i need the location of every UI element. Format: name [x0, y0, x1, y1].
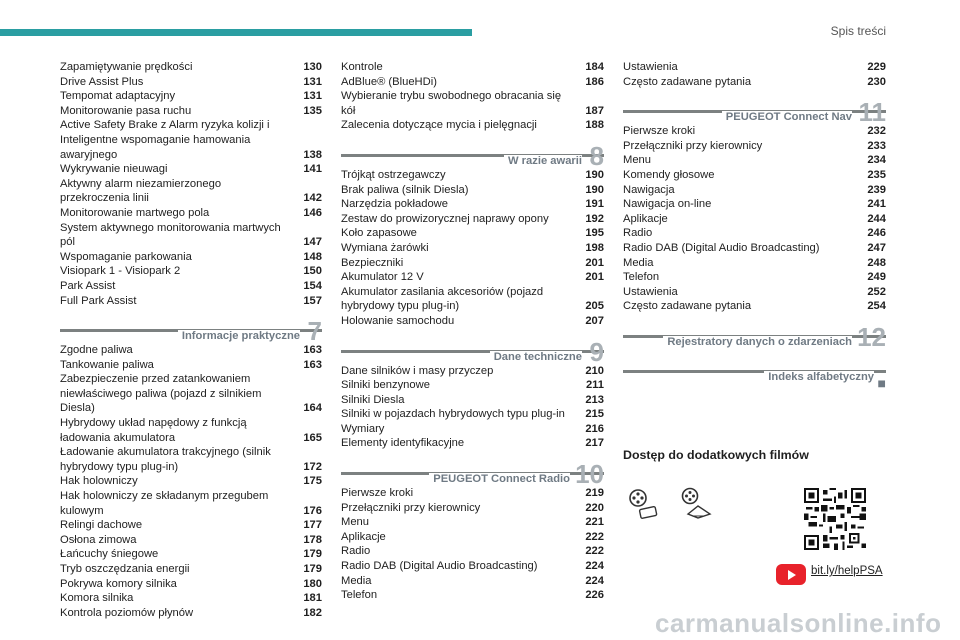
toc-entry[interactable] [341, 212, 604, 227]
toc-entry[interactable] [60, 591, 322, 606]
help-link[interactable]: bit.ly/helpPSA [811, 565, 883, 577]
toc-entry-title: Zestaw do prowizorycznej naprawy opony [341, 212, 549, 225]
toc-entry-title: Pierwsze kroki [341, 487, 414, 500]
toc-entry[interactable] [60, 206, 322, 221]
toc-entry-title: Elementy identyfikacyjne [341, 437, 465, 450]
toc-entry[interactable] [60, 60, 322, 75]
toc-entry-title: Ustawienia [623, 285, 678, 298]
section-title: PEUGEOT Connect Nav [722, 111, 852, 123]
section-title: PEUGEOT Connect Radio [429, 473, 570, 485]
section-title: Rejestratory danych o zdarzeniach [663, 336, 852, 348]
toc-entry-page: 241 [867, 198, 886, 211]
toc-entry-title: Radio DAB (Digital Audio Broadcasting) [341, 560, 538, 573]
toc-entry-title: Visiopark 1 - Visiopark 2 [60, 265, 181, 278]
toc-entry-title: Komendy głosowe [623, 168, 715, 181]
toc-entry-title: Radio DAB (Digital Audio Broadcasting) [623, 241, 820, 254]
toc-entry-page: 246 [867, 227, 886, 240]
toc-entry[interactable] [341, 183, 604, 198]
section-title: Informacje praktyczne [178, 330, 300, 342]
toc-entry-page: 176 [303, 504, 322, 517]
toc-entry-title: Monitorowanie pasa ruchu [60, 104, 192, 117]
toc-list [341, 168, 604, 329]
toc-entry-page: 188 [585, 119, 604, 132]
toc-entry-title: Często zadawane pytania [623, 75, 752, 88]
toc-entry-page: 232 [867, 125, 886, 138]
toc-entry-page: 249 [867, 271, 886, 284]
toc-entry-title: Holowanie samochodu [341, 314, 455, 327]
toc-entry-title: Radio [623, 227, 653, 240]
toc-entry[interactable] [341, 530, 604, 545]
toc-entry[interactable] [341, 314, 604, 329]
toc-entry[interactable] [341, 285, 604, 314]
toc-entry-page: 224 [585, 574, 604, 587]
section-header-8[interactable] [341, 140, 604, 171]
toc-entry-title: System aktywnego monitorowania martwych pól [60, 221, 281, 249]
toc-list [623, 124, 886, 314]
toc-entry[interactable] [60, 416, 322, 445]
toc-entry[interactable] [623, 124, 886, 139]
toc-entry[interactable] [60, 445, 322, 474]
toc-entry-page: 190 [585, 168, 604, 181]
toc-entry-page: 150 [303, 265, 322, 278]
toc-entry-page: 131 [303, 75, 322, 88]
toc-entry[interactable] [341, 559, 604, 574]
toc-entry[interactable] [60, 547, 322, 562]
section-title: Dane techniczne [490, 351, 582, 363]
toc-entry-page: 252 [867, 285, 886, 298]
films-heading: Dostęp do dodatkowych filmów [623, 448, 809, 462]
toc-list [60, 343, 322, 620]
toc-entry[interactable] [60, 606, 322, 621]
toc-entry-page: 180 [303, 577, 322, 590]
toc-entry[interactable] [60, 518, 322, 533]
toc-column-1 [60, 60, 322, 620]
toc-entry[interactable] [341, 60, 604, 75]
toc-entry-page: 184 [585, 61, 604, 73]
toc-entry-title: Łańcuchy śniegowe [60, 548, 159, 561]
toc-entry-title: Akumulator zasilania akcesoriów (pojazd hybrydowy typu plug-in) [341, 285, 544, 313]
toc-entry-title: Osłona zimowa [60, 533, 137, 546]
toc-entry[interactable] [623, 270, 886, 285]
toc-entry-title: Telefon [623, 271, 660, 284]
toc-entry-title: Silniki w pojazdach hybrydowych typu plug-in [341, 408, 565, 421]
toc-entry-title: Tryb oszczędzania energii [60, 563, 190, 575]
toc-entry[interactable] [341, 197, 604, 212]
toc-entry-page: 182 [303, 606, 322, 619]
toc-entry[interactable] [341, 436, 604, 451]
toc-entry[interactable] [60, 533, 322, 548]
toc-entry[interactable] [341, 393, 604, 408]
toc-entry-page: 229 [867, 61, 886, 73]
section-number: 9 [589, 336, 604, 367]
top-accent-bar [0, 29, 472, 36]
toc-entry-title: Monitorowanie martwego pola [60, 206, 210, 219]
toc-entry-title: Ładowanie akumulatora trakcyjnego (silnik hybrydowy typu plug-in) [60, 446, 271, 473]
toc-entry-title: Trójkąt ostrzegawczy [341, 168, 446, 181]
toc-entry[interactable] [623, 153, 886, 168]
section-number: 7 [307, 316, 322, 347]
toc-entry-page: 146 [303, 206, 322, 219]
toc-entry-page: 234 [867, 154, 886, 167]
toc-entry-title: Wybieranie trybu swobodnego obracania się kół [341, 90, 562, 117]
toc-entry-title: Silniki Diesla [341, 393, 405, 406]
toc-entry-page: 154 [303, 279, 322, 292]
toc-entry-title: Koło zapasowe [341, 227, 417, 240]
toc-entry-page: 141 [303, 163, 322, 176]
toc-entry-page: 142 [303, 192, 322, 205]
toc-entry-page: 179 [303, 563, 322, 575]
toc-entry-page: 163 [303, 344, 322, 357]
toc-entry-page: 192 [585, 212, 604, 225]
toc-entry-title: Pierwsze kroki [623, 125, 696, 138]
section-header-index[interactable] [623, 358, 886, 391]
toc-entry-page: 198 [585, 241, 604, 254]
toc-entry-title: Nawigacja on-line [623, 198, 712, 211]
toc-entry[interactable] [341, 407, 604, 422]
film-reel-laptop-icon [626, 486, 662, 522]
toc-entry[interactable] [623, 183, 886, 198]
toc-entry-page: 224 [585, 560, 604, 573]
toc-entry-page: 254 [867, 300, 886, 313]
toc-entry-title: Zalecenia dotyczące mycia i pielęgnacji [341, 119, 537, 132]
toc-entry-page: 201 [585, 271, 604, 284]
toc-entry-title: Często zadawane pytania [623, 300, 752, 313]
toc-entry-page: 172 [303, 460, 322, 473]
toc-entry[interactable] [60, 474, 322, 489]
toc-entry-title: Zabezpieczenie przed zatankowaniem niewłaściwego paliwa (pojazd z silnikiem Diesla) [60, 373, 262, 415]
toc-entry-title: Aplikacje [341, 530, 386, 543]
toc-list [341, 364, 604, 452]
section-bullet: ■ [877, 374, 886, 391]
toc-entry-title: Przełączniki przy kierownicy [623, 139, 763, 152]
toc-entry-page: 138 [303, 148, 322, 161]
toc-entry[interactable] [60, 221, 322, 250]
toc-entry-title: Media [623, 256, 654, 269]
toc-entry-page: 233 [867, 139, 886, 152]
section-number: 8 [589, 140, 604, 171]
toc-entry[interactable] [623, 168, 886, 183]
toc-entry-page: 222 [585, 545, 604, 558]
toc-entry[interactable] [60, 577, 322, 592]
section-header-11[interactable] [623, 97, 886, 128]
toc-entry-title: Zapamiętywanie prędkości [60, 61, 193, 73]
toc-entry-page: 164 [303, 402, 322, 415]
toc-entry-page: 201 [585, 256, 604, 269]
toc-entry[interactable] [60, 264, 322, 279]
toc-entry-page: 220 [585, 501, 604, 514]
toc-entry[interactable] [341, 168, 604, 183]
toc-entry[interactable] [341, 378, 604, 393]
toc-entry[interactable] [341, 574, 604, 589]
toc-column-2 [341, 60, 604, 603]
toc-entry[interactable] [623, 241, 886, 256]
toc-entry-page: 165 [303, 431, 322, 444]
toc-entry-page: 177 [303, 519, 322, 532]
toc-entry[interactable] [623, 285, 886, 300]
toc-list [60, 60, 322, 308]
toc-entry[interactable] [623, 226, 886, 241]
section-number: 12 [857, 321, 886, 352]
toc-entry[interactable] [623, 256, 886, 271]
toc-entry-page: 157 [303, 294, 322, 307]
toc-entry-page: 191 [585, 198, 604, 211]
toc-entry-title: Kontrola poziomów płynów [60, 606, 194, 619]
toc-entry-title: Menu [623, 154, 651, 167]
toc-entry[interactable] [341, 118, 604, 133]
toc-entry-title: Zgodne paliwa [60, 344, 133, 357]
toc-entry-page: 221 [585, 516, 604, 529]
toc-entry-title: Menu [341, 516, 369, 529]
toc-entry-page: 195 [585, 227, 604, 240]
toc-entry[interactable] [341, 226, 604, 241]
toc-entry-page: 148 [303, 250, 322, 263]
toc-entry[interactable] [341, 588, 604, 603]
toc-entry-page: 186 [585, 75, 604, 88]
toc-entry-page: 135 [303, 104, 322, 117]
toc-entry-page: 235 [867, 168, 886, 181]
toc-entry[interactable] [60, 489, 322, 518]
toc-list [623, 60, 886, 89]
toc-entry[interactable] [341, 544, 604, 559]
toc-entry-page: 147 [303, 236, 322, 249]
toc-entry[interactable] [60, 372, 322, 416]
youtube-icon[interactable] [776, 564, 806, 585]
toc-entry-title: Aktywny alarm niezamierzonego przekroczenia linii [60, 177, 222, 205]
toc-entry-page: 211 [585, 379, 604, 392]
toc-entry-title: Full Park Assist [60, 294, 137, 307]
toc-entry-page: 131 [303, 90, 322, 103]
toc-entry-title: Tankowanie paliwa [60, 358, 154, 371]
toc-entry[interactable] [341, 422, 604, 437]
watermark: carmanualsonline.info [655, 608, 942, 638]
page-header-title: Spis treści [830, 24, 886, 38]
toc-entry[interactable] [60, 162, 322, 177]
section-header-7[interactable] [60, 316, 322, 347]
toc-entry-page: 217 [585, 437, 604, 450]
toc-entry[interactable] [623, 60, 886, 75]
toc-entry-title: Hybrydowy układ napędowy z funkcją ładowania akumulatora [60, 417, 247, 444]
toc-entry-title: Wspomaganie parkowania [60, 250, 192, 263]
toc-entry-title: Komora silnika [60, 592, 134, 605]
toc-entry[interactable] [60, 250, 322, 265]
toc-column-3 [623, 60, 886, 391]
qr-code-icon[interactable] [804, 488, 866, 550]
toc-list [341, 486, 604, 603]
toc-entry-page: 219 [585, 487, 604, 500]
toc-entry-title: Wymiana żarówki [341, 241, 429, 254]
section-header-9[interactable] [341, 336, 604, 367]
toc-entry-title: Relingi dachowe [60, 519, 143, 532]
toc-entry-page: 230 [867, 75, 886, 88]
toc-entry-page: 181 [303, 592, 322, 605]
toc-entry-title: Pokrywa komory silnika [60, 577, 177, 590]
toc-entry-page: 216 [585, 422, 604, 435]
toc-entry[interactable] [623, 139, 886, 154]
toc-entry-page: 187 [585, 104, 604, 117]
toc-entry-page: 222 [585, 530, 604, 543]
toc-entry-title: Hak holowniczy ze składanym przegubem kulowym [60, 490, 269, 517]
toc-entry[interactable] [341, 75, 604, 90]
toc-entry[interactable] [60, 177, 322, 206]
toc-entry-page: 205 [585, 300, 604, 313]
toc-entry-title: Aplikacje [623, 212, 668, 225]
toc-entry[interactable] [60, 294, 322, 309]
toc-entry[interactable] [60, 279, 322, 294]
toc-entry-title: Telefon [341, 589, 378, 602]
toc-entry[interactable] [60, 89, 322, 104]
toc-entry-title: AdBlue® (BlueHDi) [341, 75, 437, 88]
toc-entry[interactable] [60, 104, 322, 119]
toc-entry-page: 244 [867, 212, 886, 225]
toc-entry-title: Przełączniki przy kierownicy [341, 501, 481, 514]
toc-entry-title: Akumulator 12 V [341, 271, 424, 284]
toc-entry-title: Media [341, 574, 372, 587]
toc-entry[interactable] [341, 270, 604, 285]
toc-entry-title: Dane silników i masy przyczep [341, 364, 494, 377]
film-reel-disc-icon [678, 486, 718, 522]
toc-entry[interactable] [623, 75, 886, 90]
section-number: 10 [575, 459, 604, 490]
toc-entry-page: 248 [867, 256, 886, 269]
toc-list [341, 60, 604, 133]
toc-entry-page: 207 [585, 314, 604, 327]
toc-entry[interactable] [341, 486, 604, 501]
toc-entry[interactable] [341, 241, 604, 256]
toc-entry[interactable] [60, 118, 322, 162]
section-header-12[interactable] [623, 321, 886, 352]
toc-entry[interactable] [341, 364, 604, 379]
toc-entry-title: Park Assist [60, 279, 116, 292]
toc-entry-title: Active Safety Brake z Alarm ryzyka kolizji i Inteligentne wspomaganie hamowania awaryjnego [60, 119, 270, 161]
section-title: W razie awarii [504, 155, 582, 167]
toc-entry-page: 215 [585, 408, 604, 421]
toc-entry-page: 226 [585, 589, 604, 602]
toc-entry-title: Narzędzia pokładowe [341, 198, 448, 211]
section-number: 11 [858, 97, 886, 128]
toc-entry-title: Ustawienia [623, 61, 678, 73]
toc-entry[interactable] [623, 197, 886, 212]
section-header-10[interactable] [341, 459, 604, 490]
section-title: Indeks alfabetyczny [764, 371, 874, 383]
toc-entry-title: Tempomat adaptacyjny [60, 90, 176, 103]
toc-entry-title: Brak paliwa (silnik Diesla) [341, 183, 469, 196]
toc-entry-page: 163 [303, 358, 322, 371]
toc-entry-page: 190 [585, 183, 604, 196]
toc-entry-page: 213 [585, 393, 604, 406]
toc-entry-title: Wymiary [341, 422, 385, 435]
toc-entry[interactable] [341, 256, 604, 271]
toc-entry-title: Radio [341, 545, 371, 558]
toc-entry[interactable] [60, 562, 322, 577]
toc-entry-page: 247 [867, 241, 886, 254]
toc-entry[interactable] [341, 501, 604, 516]
toc-entry-title: Bezpieczniki [341, 256, 404, 269]
toc-entry-page: 239 [867, 183, 886, 196]
toc-entry[interactable] [60, 75, 322, 90]
toc-entry[interactable] [623, 212, 886, 227]
toc-entry-title: Silniki benzynowe [341, 379, 430, 392]
toc-entry-title: Kontrole [341, 61, 383, 73]
toc-entry[interactable] [60, 343, 322, 358]
toc-entry-title: Nawigacja [623, 183, 675, 196]
toc-entry[interactable] [623, 299, 886, 314]
toc-entry-page: 179 [303, 548, 322, 561]
toc-entry[interactable] [341, 89, 604, 118]
toc-entry-page: 210 [585, 364, 604, 377]
toc-entry-title: Drive Assist Plus [60, 75, 144, 88]
toc-entry[interactable] [60, 358, 322, 373]
toc-entry-title: Wykrywanie nieuwagi [60, 163, 168, 176]
toc-entry-page: 130 [303, 61, 322, 73]
toc-entry-page: 178 [303, 533, 322, 546]
toc-entry-title: Hak holowniczy [60, 475, 138, 488]
toc-entry-page: 175 [303, 475, 322, 488]
toc-entry[interactable] [341, 515, 604, 530]
